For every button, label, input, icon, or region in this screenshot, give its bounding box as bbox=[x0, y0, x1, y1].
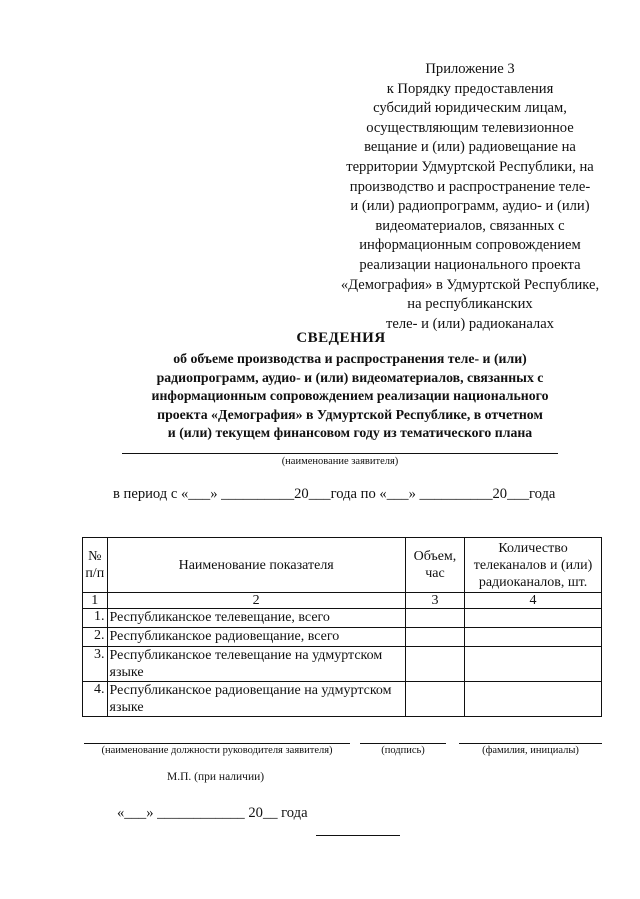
row-name: Республиканское телевещание, всего bbox=[107, 609, 405, 628]
header-count: Количество телеканалов и (или) радиоканалов, шт. bbox=[465, 538, 602, 593]
appendix-line: вещание и (или) радиовещание на bbox=[364, 139, 576, 156]
subtitle-line: информационным сопровождением реализации национального bbox=[151, 388, 549, 404]
row-num: 1. bbox=[83, 609, 108, 628]
appendix-line: реализации национального проекта bbox=[359, 256, 581, 273]
column-number: 2 bbox=[107, 593, 405, 609]
name-caption: (фамилия, инициалы) bbox=[482, 745, 579, 756]
appendix-line: и (или) радиопрограмм, аудио- и (или) bbox=[350, 198, 590, 215]
form-title: СВЕДЕНИЯ bbox=[296, 330, 386, 346]
count-cell[interactable] bbox=[465, 609, 602, 628]
count-cell[interactable] bbox=[465, 647, 602, 682]
appendix-line: Приложение 3 bbox=[425, 61, 515, 77]
table-row bbox=[83, 609, 602, 628]
reporting-period: в период с «___» __________20___года по «___» __________20___года bbox=[113, 486, 556, 502]
position-field[interactable] bbox=[84, 743, 350, 744]
appendix-line: теле- и (или) радиоканалах bbox=[386, 315, 554, 332]
table-row bbox=[83, 647, 602, 682]
subtitle-line: проекта «Демография» в Удмуртской Республике, в отчетном bbox=[157, 406, 543, 422]
volume-cell[interactable] bbox=[405, 609, 464, 628]
column-number: 4 bbox=[465, 593, 602, 609]
column-number-row bbox=[83, 593, 602, 609]
row-name: Республиканское телевещание на удмуртском языке bbox=[107, 647, 405, 682]
header-num: № п/п bbox=[83, 538, 108, 593]
signature-field[interactable] bbox=[360, 743, 446, 744]
row-name: Республиканское радиовещание, всего bbox=[107, 628, 405, 647]
signing-date: «___» ____________ 20__ года bbox=[117, 805, 308, 821]
appendix-line: осуществляющим телевизионное bbox=[366, 119, 574, 136]
column-number: 3 bbox=[405, 593, 464, 609]
signature-caption: (подпись) bbox=[381, 745, 425, 756]
appendix-line: территории Удмуртской Республики, на bbox=[346, 158, 594, 175]
row-num: 2. bbox=[83, 628, 108, 647]
count-cell[interactable] bbox=[465, 682, 602, 717]
applicant-caption: (наименование заявителя) bbox=[281, 456, 399, 467]
row-name: Республиканское радиовещание на удмуртском языке bbox=[107, 682, 405, 717]
column-number: 1 bbox=[83, 593, 108, 609]
form-subtitle bbox=[100, 350, 600, 443]
appendix-line: видеоматериалов, связанных с bbox=[375, 217, 565, 234]
row-num: 3. bbox=[83, 647, 108, 682]
table-row bbox=[83, 628, 602, 647]
appendix-line: к Порядку предоставления bbox=[386, 80, 554, 97]
count-cell[interactable] bbox=[465, 628, 602, 647]
full-name-field[interactable] bbox=[459, 743, 602, 744]
table-header-row bbox=[83, 538, 602, 593]
appendix-line: субсидий юридическим лицам, bbox=[373, 100, 567, 117]
applicant-name-field[interactable] bbox=[122, 453, 558, 454]
appendix-line: на республиканских bbox=[407, 296, 533, 313]
subtitle-line: и (или) текущем финансовом году из тематического плана bbox=[167, 425, 533, 441]
appendix-line: «Демография» в Удмуртской Республике, bbox=[340, 276, 600, 293]
subtitle-line: об объеме производства и распространения теле- и (или) bbox=[173, 351, 527, 366]
row-num: 4. bbox=[83, 682, 108, 717]
stamp-label: М.П. (при наличии) bbox=[167, 771, 265, 783]
table-row bbox=[83, 682, 602, 717]
volume-cell[interactable] bbox=[405, 647, 464, 682]
position-caption: (наименование должности руководителя заявителя) bbox=[101, 745, 333, 756]
appendix-line: информационным сопровождением bbox=[359, 237, 581, 254]
header-name: Наименование показателя bbox=[107, 538, 405, 593]
volume-cell[interactable] bbox=[405, 682, 464, 717]
volume-cell[interactable] bbox=[405, 628, 464, 647]
bottom-divider bbox=[316, 835, 400, 836]
header-volume: Объем, час bbox=[405, 538, 464, 593]
appendix-line: производство и распространение теле- bbox=[349, 178, 591, 195]
indicators-table bbox=[82, 537, 602, 717]
appendix-header bbox=[320, 60, 620, 334]
subtitle-line: радиопрограмм, аудио- и (или) видеоматериалов, связанных с bbox=[156, 369, 544, 385]
